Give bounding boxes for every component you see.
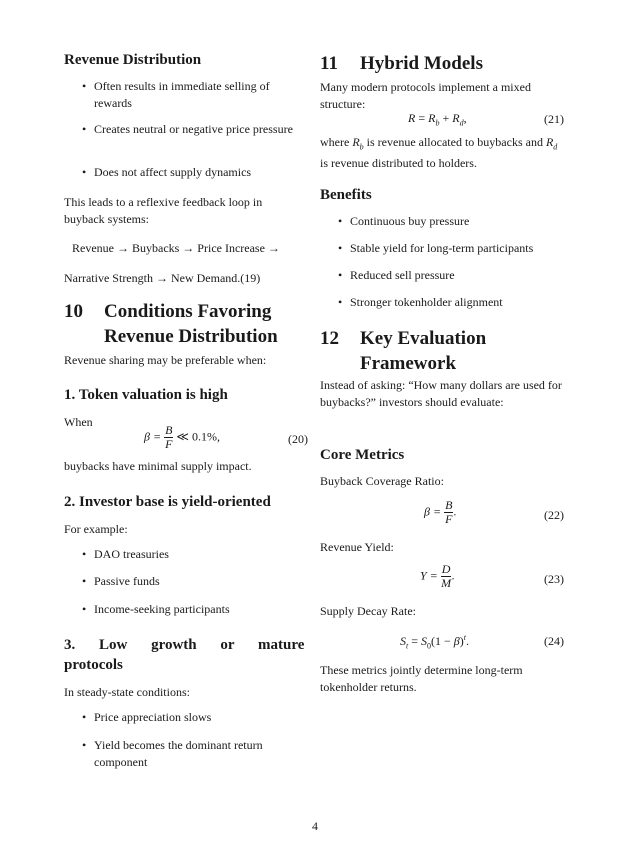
equation-20: β = $\frac{B}{F}$ ≪ 0.1%,	[144, 423, 220, 451]
core-metrics-heading: Core Metrics	[320, 447, 405, 463]
heading-low-growth-line-1: 3. Low growth or mature	[64, 637, 305, 653]
equation-22-label: (22)	[544, 508, 564, 522]
feedback-loop-line-2: Narrative Strength → New Demand.(19)	[64, 271, 261, 285]
equation-22: β = $\frac{B}{F}$ .	[424, 498, 457, 526]
section-10-intro: Revenue sharing may be preferable when:	[64, 353, 267, 367]
reflexive-paragraph: This leads to a reflexive feedback loop in buyback systems:	[64, 195, 263, 226]
when-label: When	[64, 415, 93, 429]
equation-23-label: (23)	[544, 572, 564, 586]
closing-paragraph: These metrics jointly determine long-term tokenholder returns.	[320, 663, 523, 694]
equation-21-label: (21)	[544, 112, 564, 126]
steady-state-intro: In steady-state conditions:	[64, 685, 190, 699]
equation-24: $S_t = S_0(1 - \beta)^t$.	[400, 633, 469, 651]
section-10-title: Conditions Favoring Revenue Distribution	[104, 301, 278, 347]
revenue-yield-label: Revenue Yield:	[320, 540, 394, 554]
feedback-loop-line-1: Revenue → Buybacks → Price Increase →	[72, 241, 280, 255]
heading-investor-base: 2. Investor base is yield-oriented	[64, 494, 271, 510]
equation-23: Y = $\frac{D}{M}$ .	[420, 562, 455, 590]
equation-20-label: (20)	[288, 432, 308, 446]
section-10-heading: 10	[64, 301, 83, 322]
heading-token-valuation: 1. Token valuation is high	[64, 387, 228, 403]
buyback-impact-text: buybacks have minimal supply impact.	[64, 459, 252, 473]
section-11-heading: 11 Hybrid Models	[320, 53, 483, 74]
section-12-title: Key Evaluation Framework	[360, 328, 487, 374]
section-11-where: where $R_b$ is revenue allocated to buybacks and $R_d$ is revenue distributed to holders.	[320, 135, 558, 171]
section-12-intro: Instead of asking: “How many dollars are used for buybacks?” investors should evaluate:	[320, 378, 562, 409]
equation-24-label: (24)	[544, 634, 564, 648]
equation-21: $R = R_b + R_d$,	[408, 111, 467, 128]
for-example-label: For example:	[64, 522, 128, 536]
section-11-intro: Many modern protocols implement a mixed structure:	[320, 80, 531, 111]
buyback-coverage-label: Buyback Coverage Ratio:	[320, 474, 444, 488]
revenue-distribution-heading: Revenue Distribution	[64, 52, 202, 68]
page-number: 4	[312, 819, 318, 833]
benefits-heading: Benefits	[320, 187, 372, 203]
section-12-heading: 12	[320, 328, 339, 349]
supply-decay-label: Supply Decay Rate:	[320, 604, 416, 618]
heading-low-growth-line-2: protocols	[64, 657, 123, 673]
